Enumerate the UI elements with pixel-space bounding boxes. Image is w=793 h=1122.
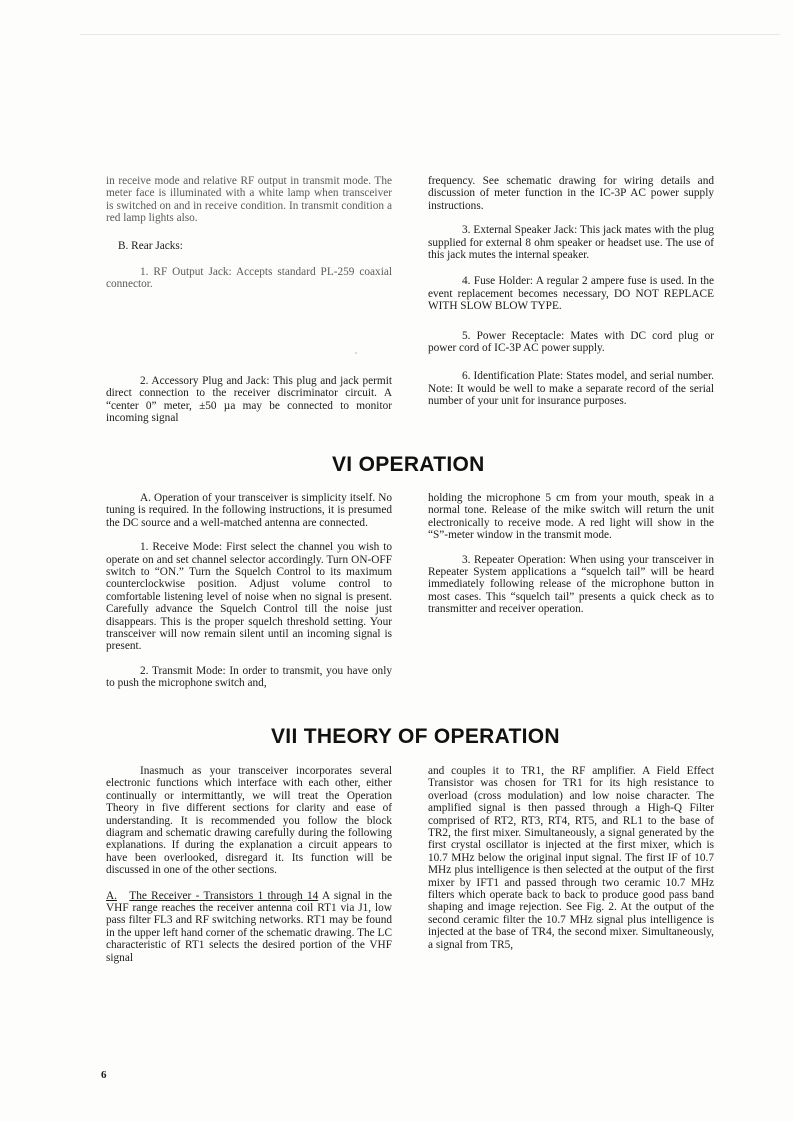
identification-plate-paragraph: 6. Identification Plate: States model, and serial number. Note: It would be well to make a separate record of the serial number of your unit for insurance purposes.: [428, 370, 714, 408]
meter-paragraph: in receive mode and relative RF output in transmit mode. The meter face is illuminated with a white lamp when transceiver is switched on and in receive condition. In transmit condition a red lamp lights also.: [106, 175, 392, 225]
theory-intro-paragraph: Inasmuch as your transceiver incorporates several electronic functions which interface with each other, either continually or intermittantly, we will treat the Operation Theory in five different sections for clarity and ease of understanding. It is recommended you follow the block diagram and schematic drawing carefully during the following explanations. If during the explanation a circuit appears to have been overlooked, disregard it. Its function will be discussed in one of the other sections.: [106, 765, 392, 877]
section-heading-theory: VII THEORY OF OPERATION: [271, 725, 560, 748]
receiver-text: A signal in the VHF range reaches the receiver antenna coil RT1 via J1, low pass filter FL3 and RF switching networks. RT1 may be found in the upper left hand corner of the schematic drawing. The LC characteristic of RT1 selects the desired portion of the VHF signal: [106, 889, 393, 964]
page-top-rule: [80, 34, 780, 35]
receiver-title: The Receiver: [129, 889, 192, 902]
external-speaker-jack-paragraph: 3. External Speaker Jack: This jack mates with the plug supplied for external 8 ohm speaker or headset use. The use of this jack mutes the internal speaker.: [428, 224, 714, 262]
operation-left-column: [106, 492, 392, 690]
page-number: 6: [101, 1069, 107, 1081]
transmit-continuation-paragraph: holding the microphone 5 cm from your mouth, speak in a normal tone. Release of the mike switch will return the unit electronically to receive mode. A red light will show in the “S”-meter window in the transmit mode.: [428, 492, 714, 542]
operation-intro-paragraph: A. Operation of your transceiver is simplicity itself. No tuning is required. In the following instructions, it is presumed the DC source and a well-matched antenna are connected.: [106, 492, 392, 529]
receiver-transistor-range: Transistors 1 through 14: [203, 889, 319, 902]
rf-amplifier-paragraph: and couples it to TR1, the RF amplifier. A Field Effect Transistor was chosen for TR1 for its high resistance to overload (cross modulation) and low noise character. The amplified signal is then passed through a High-Q Filter comprised of RT2, RT3, RT4, RT5, and RL1 to the base of TR2, the first mixer. Simultaneously, a signal generated by the first crystal oscillator is injected at the first mixer, which is 10.7 MHz below the original input signal. The first IF of 10.7 MHz plus intelligence is then selected at the output of the first mixer by IFT1 and passed through two ceramic 10.7 MHz filters which operate back to back to produce good pass band shaping and image rejection. See Fig. 2. At the output of the second ceramic filter the 10.7 MHz signal plus intelligence is injected at the base of TR4, the second mixer. Simultaneously, a signal from TR5,: [428, 765, 714, 951]
receiver-letter: A.: [106, 889, 117, 902]
rf-output-jack-paragraph: 1. RF Output Jack: Accepts standard PL-259 coaxial connector.: [106, 266, 392, 291]
section-heading-operation: VI OPERATION: [332, 453, 485, 476]
operation-right-column: [428, 492, 714, 616]
top-right-column: [428, 175, 714, 408]
receiver-subsection-label: [106, 890, 322, 902]
accessory-plug-paragraph: 2. Accessory Plug and Jack: This plug and jack permit direct connection to the receiver discriminator circuit. A “center 0” meter, ±50 µa may be connected to monitor incoming signal: [106, 374, 392, 425]
rear-jacks-heading: B. Rear Jacks:: [118, 239, 183, 252]
repeater-operation-paragraph: 3. Repeater Operation: When using your transceiver in Repeater System applications a “squelch tail” will be heard immediately following release of the microphone button in most cases. This “squelch tail” presents a quick check as to transmitter and receiver operation.: [428, 553, 714, 616]
scan-speck: [355, 352, 357, 354]
theory-left-column: [106, 765, 392, 964]
receiver-dash: -: [191, 889, 204, 902]
transmit-mode-paragraph: 2. Transmit Mode: In order to transmit, you have only to push the microphone switch and,: [106, 664, 392, 690]
fuse-holder-paragraph: 4. Fuse Holder: A regular 2 ampere fuse is used. In the event replacement becomes necessary, DO NOT REPLACE WITH SLOW BLOW TYPE.: [428, 275, 714, 313]
power-receptacle-paragraph: 5. Power Receptacle: Mates with DC cord plug or power cord of IC-3P AC power supply.: [428, 329, 714, 355]
receiver-paragraph: [106, 890, 392, 964]
receive-mode-paragraph: 1. Receive Mode: First select the channel you wish to operate on and set channel selector accordingly. Turn ON-OFF switch to “ON.” Turn the Squelch Control to its maximum counterclockwise position. Adjust volume control to comfortable listening level of noise when no signal is present. Carefully advance the Squelch Control till the noise just disappears. This is the proper squelch threshold setting. Your transceiver will now remain silent until an incoming signal is present.: [106, 541, 392, 653]
theory-right-column: [428, 765, 714, 951]
frequency-paragraph: frequency. See schematic drawing for wiring details and discussion of meter function in the IC-3P AC power supply instructions.: [428, 175, 714, 212]
top-left-column: [106, 175, 392, 424]
